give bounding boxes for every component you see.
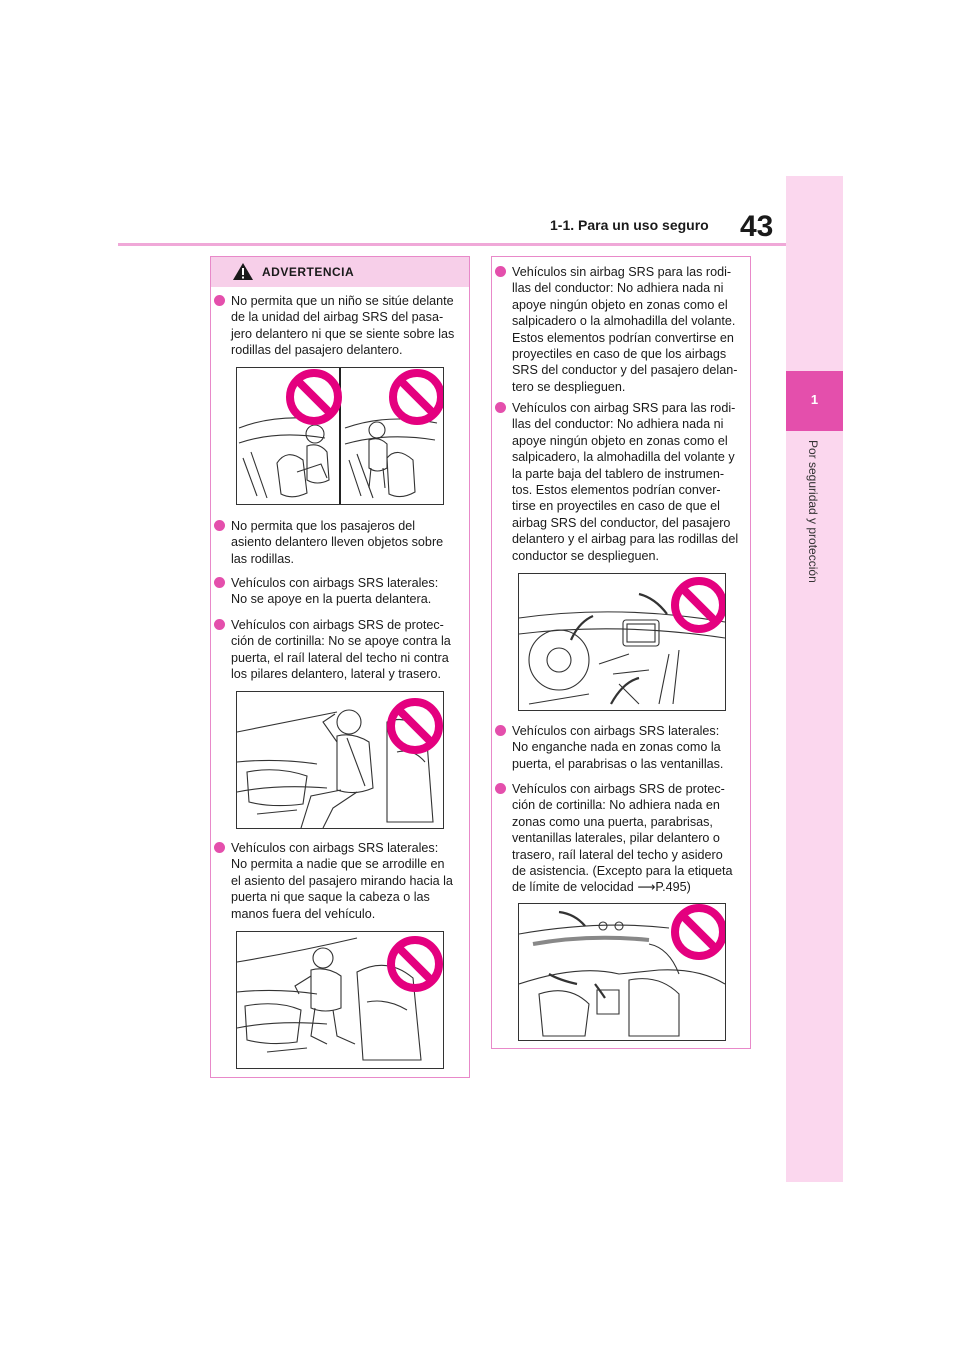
kneeling-seat-drawing [237,932,443,1068]
list-item-text: Vehículos sin airbag SRS para las rodi- llas del conductor: No adhiera nada ni apoye ningún objeto en zonas como el salpicadero o la almohadilla del volante. Estos elementos podrían convertirse en proyectiles en caso de que los airbags SRS del conductor y del pasajero delan- tero se desplieguen. [512,265,738,394]
bullet-icon [495,725,506,736]
prohibition-icon [675,908,723,956]
list-item [495,723,745,772]
list-item [214,518,464,567]
bullet-icon [214,520,225,531]
illustration-child-airbag [236,367,444,505]
prohibition-icon [391,702,439,750]
list-item-text: Vehículos con airbags SRS de protec- ción de cortinilla: No se apoye contra la puerta, el raíl lateral del techo ni contra los pilares delantero, lateral y trasero. [231,618,451,682]
warning-title: ADVERTENCIA [262,265,355,279]
prohibition-icon [391,940,439,988]
chapter-label: Por seguridad y protección [806,440,820,583]
list-item-text: No permita que un niño se sitúe delante de la unidad del airbag SRS del pasa- jero delantero ni que se siente sobre las rodillas del pasajero delantero. [231,294,455,358]
list-item [214,840,464,922]
dashboard-drawing [519,574,725,710]
page-reference-arrow-icon: ⟶ [637,880,656,895]
section-title: 1-1. Para un uso seguro [550,217,709,233]
illustration-dashboard [518,573,726,711]
bullet-icon [214,619,225,630]
header-rule [118,243,786,246]
illustration-interior [518,903,726,1041]
list-item-text: No permita que los pasajeros del asiento delantero lleven objetos sobre las rodillas. [231,519,444,566]
list-item [495,781,745,896]
chapter-number: 1 [810,392,819,407]
page-number: 43 [740,210,774,243]
list-item-text-main: Vehículos con airbags SRS de protec- ción de cortinilla: No adhiera nada en zonas como una puerta, parabrisas, ventanillas laterales, pilar delantero o trasero, raíl lateral del techo y asidero de asistencia. (Excepto para la etiqueta de límite de velocidad [512,782,733,895]
bullet-icon [495,783,506,794]
illustration-leaning-door [236,691,444,829]
prohibition-icon [393,373,441,421]
list-item-text: Vehículos con airbag SRS para las rodi- llas del conductor: No adhiera nada ni apoye ningún objeto en zonas como el salpicadero, la almohadilla del volante y la parte baja del tablero de instrumen- tos. Estos elementos podrían conver- tirse en proyectiles en caso de que el airbag SRS del conductor, del pasajero delantero y el airbag para las rodillas del conductor se desplieguen. [512,401,739,563]
list-item [214,293,464,359]
list-item [495,264,745,395]
bullet-icon [495,266,506,277]
bullet-icon [214,295,225,306]
list-item-text: Vehículos con airbags SRS laterales: No se apoye en la puerta delantera. [231,576,439,607]
list-item [214,617,464,683]
prohibition-icon [290,373,338,421]
bullet-icon [214,577,225,588]
chapter-label-container [786,440,843,680]
prohibition-icon [675,581,723,629]
list-item [495,400,745,564]
child-airbag-drawing [237,368,443,504]
leaning-door-drawing [237,692,443,828]
list-item-text [512,781,745,896]
warning-triangle-icon [232,262,254,281]
list-item-text: Vehículos con airbags SRS laterales: No permita a nadie que se arrodille en el asiento del pasajero mirando hacia la puerta ni que saque la cabeza o las manos fuera del vehículo. [231,841,453,921]
bullet-icon [495,402,506,413]
interior-drawing [519,904,725,1040]
illustration-kneeling-seat [236,931,444,1069]
list-item [214,575,464,608]
page-reference-link[interactable]: P.495) [655,880,691,895]
list-item-text: Vehículos con airbags SRS laterales: No enganche nada en zonas como la puerta, el parabrisas o las ventanillas. [512,724,724,771]
bullet-icon [214,842,225,853]
